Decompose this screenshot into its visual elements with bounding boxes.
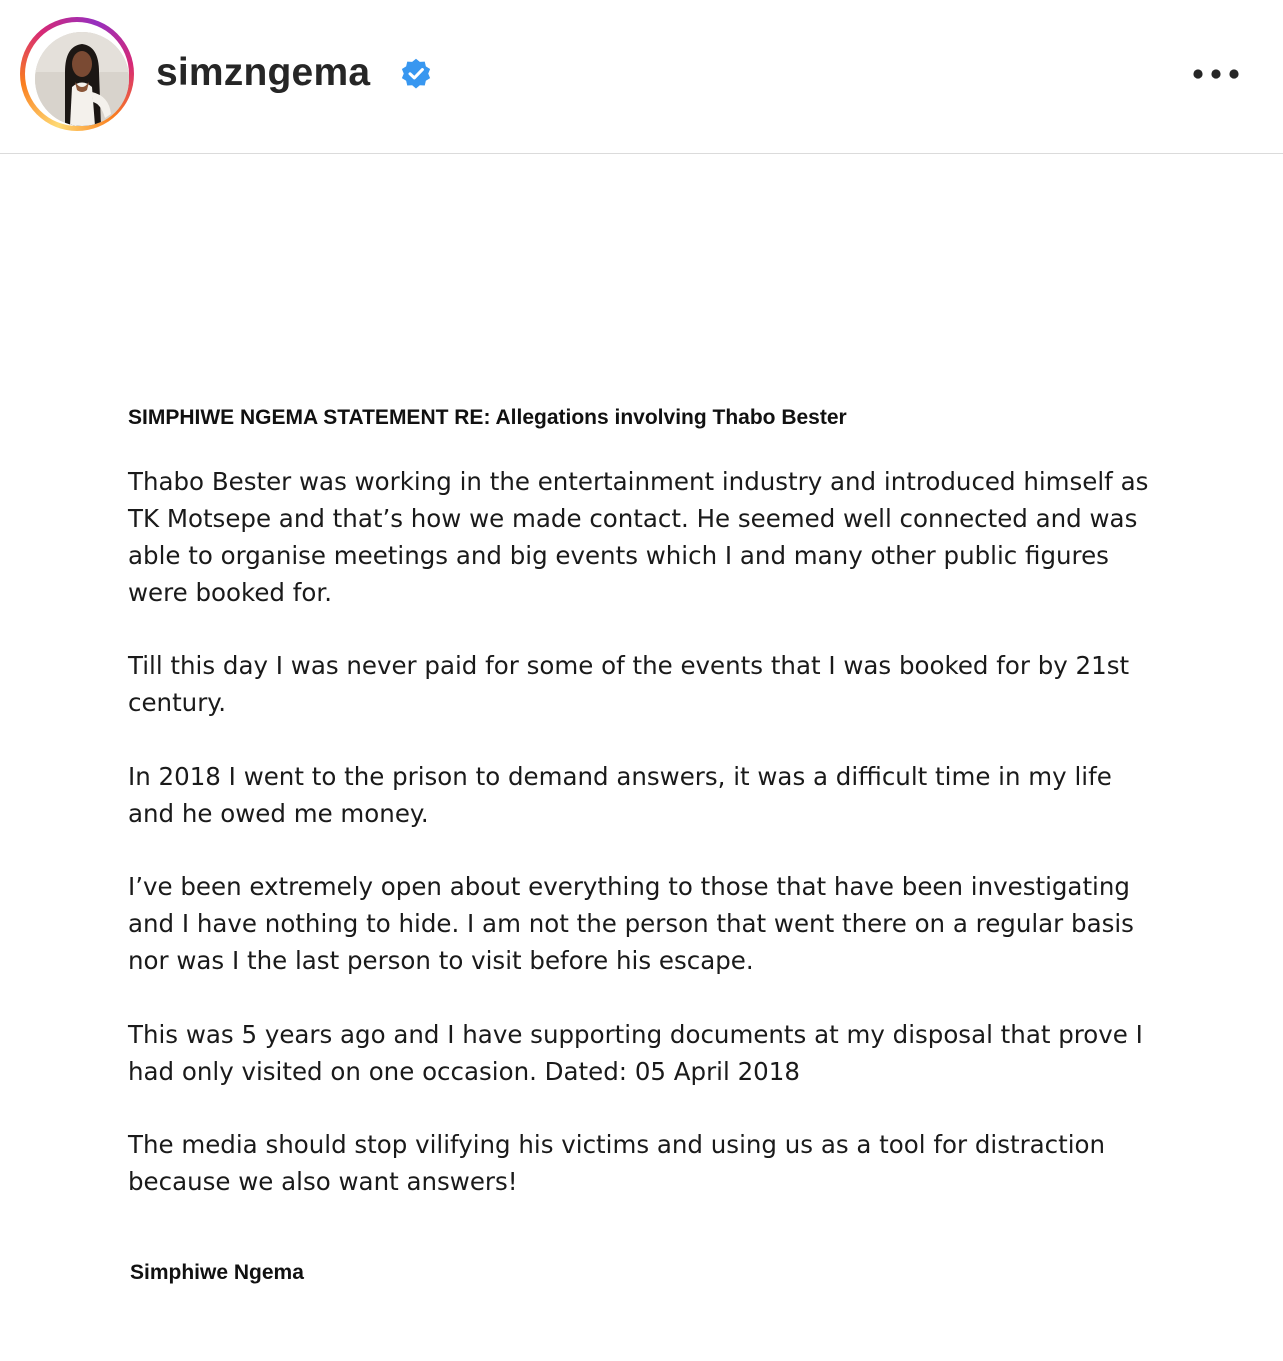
post-header <box>0 0 1283 154</box>
statement-paragraph: This was 5 years ago and I have supporting documents at my disposal that prove I had only visited on one occasion. Dated: 05 April 2018 <box>128 1020 1143 1086</box>
statement-paragraph: In 2018 I went to the prison to demand answers, it was a difficult time in my life and he owed me money. <box>128 762 1112 828</box>
statement-signature: Simphiwe Ngema <box>130 1261 304 1284</box>
statement-paragraph: Till this day I was never paid for some of the events that I was booked for by 21st century. <box>128 651 1130 717</box>
story-ring[interactable] <box>20 17 134 131</box>
username[interactable]: simzngema <box>156 51 371 94</box>
avatar-gap <box>25 22 129 126</box>
statement-paragraph: Thabo Bester was working in the entertainment industry and introduced himself as TK Motsepe and that’s how we made contact. He seemed well connected and was able to organise meetings and big events which I and many other public figures were booked for. <box>128 467 1149 607</box>
verified-badge-icon <box>399 57 433 91</box>
post-image-statement <box>0 155 1283 1361</box>
avatar[interactable] <box>35 32 129 126</box>
more-horizontal-icon[interactable] <box>1186 58 1248 90</box>
statement-paragraph: I’ve been extremely open about everything to those that have been investigating and I have nothing to hide. I am not the person that went there on a regular basis nor was I the last person to visit before his escape. <box>128 872 1134 975</box>
profile-photo-icon <box>35 32 129 126</box>
statement-title: SIMPHIWE NGEMA STATEMENT RE: Allegations involving Thabo Bester <box>128 406 847 429</box>
statement-paragraph: The media should stop vilifying his victims and using us as a tool for distraction because we also want answers! <box>128 1130 1106 1196</box>
